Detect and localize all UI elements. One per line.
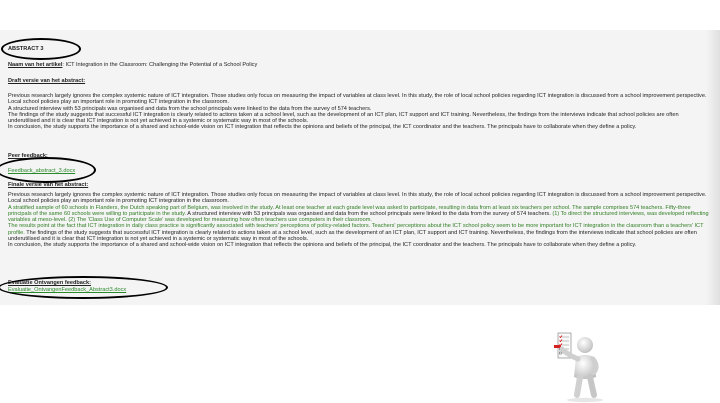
final-added-text: (1) To direct the structured interviews, was developed reflecting variables at meso-level. (2) The 'Class Use of Computer Scale' was developed for measuring how often teachers use computers in their classroom.: [8, 210, 709, 224]
article-title: : ICT Integration in the Classroom: Challenging the Potential of a School Policy: [62, 62, 258, 68]
evaluation-file-link[interactable]: Evaluatie_OntvangenFeedback_Abstract3.docx: [8, 287, 127, 293]
article-title-line: [8, 62, 710, 68]
evaluation-label: Evaluatie Ontvangen feedback:: [8, 280, 91, 286]
peer-feedback-label: Peer feedback:: [8, 153, 48, 159]
article-label: Naam van het artikel: [8, 62, 63, 68]
final-intro: Previous research largely ignores the complex systemic nature of ICT integration. Those studies only focus on measuring the impact of variables at class level. In this study, the role of local school policies regarding ICT integration is discussed from a school improvement perspective. Local school policies play an important role in promoting ICT integration in the classroom.: [8, 192, 707, 205]
final-conclusion: In conclusion, the study supports the importance of a shared and school-wide vision on ICT integration that reflects the opinions and beliefs of the principal, the ICT coordinator and the teachers. The principals have to collaborate when they define a policy.: [8, 242, 637, 249]
final-abstract: [8, 192, 710, 249]
final-results: [8, 223, 710, 242]
draft-heading: Draft versie van het abstract:: [8, 78, 86, 84]
draft-paragraph: Previous research largely ignores the complex systemic nature of ICT integration. Those studies only focus on measuring the impact of variables at class level. In this study, the role of local school policies regarding ICT integration is discussed from a school improvement perspective. Local school policies play an important role in promoting ICT integration in the classroom.: [8, 93, 707, 106]
highlight-ellipse: [1, 38, 81, 60]
final-original-text: A structured interview with 53 principals was organised and data from the school principals were linked to the data from the survey of 574 teachers.: [186, 210, 551, 217]
abstract-title: ABSTRACT 3: [8, 46, 44, 52]
final-original-text: The findings of the study suggests that successful ICT integration is clearly related to actions taken at a school level, such as the development of an ICT plan, ICT support and ICT training. Nevertheless, the findings from the interviews indicate that school policies are often underutilised and it is clear that ICT integration is not yet achieved in a systemic or systematic way in most of the schools.: [8, 229, 697, 243]
person-with-checklist-icon: [538, 327, 608, 403]
final-added-text: The results point at the fact that ICT integration in daily class practice is significantly associated with teachers' perceptions of policy-related factors. Teachers' perceptions about the ICT school policy seem to be more important for ICT integration in the classroom than a teachers' ICT profile.: [8, 223, 704, 236]
peer-feedback-file-link[interactable]: Feedback_abstract_3.docx: [8, 168, 76, 174]
draft-paragraph: A structured interview with 53 principals was organised and data from the school principals were linked to the data from the survey of 574 teachers.: [8, 105, 372, 112]
final-added-text: A stratified sample of 60 schools in Flanders, the Dutch speaking part of Belgium, was involved in the study. At least one teacher at each grade level was asked to participate, resulting in data from at least six teachers per school. The sample comprises 574 teachers. Fifty-three principals of the same 60 schools were willing to participate in the study.: [8, 204, 691, 217]
final-methods: [8, 205, 710, 224]
highlight-ellipse: [0, 276, 168, 299]
draft-paragraph: In conclusion, the study supports the importance of a shared and school-wide vision on ICT integration that reflects the opinions and beliefs of the principal, the ICT coordinator and the teachers. The principals have to collaborate when they define a policy.: [8, 124, 637, 131]
final-heading: Finale versie van het abstract:: [8, 182, 89, 188]
highlight-ellipse: [0, 157, 96, 183]
draft-paragraph: The findings of the study suggests that successful ICT integration is clearly related to actions taken at a school level, such as the development of an ICT plan, ICT support and ICT training. Nevertheless, the findings from the interviews indicate that school policies are often underutilised and it is clear that ICT integration is not yet achieved in a systemic or systematic way in most of the schools.: [8, 111, 679, 125]
draft-abstract: [8, 93, 710, 131]
